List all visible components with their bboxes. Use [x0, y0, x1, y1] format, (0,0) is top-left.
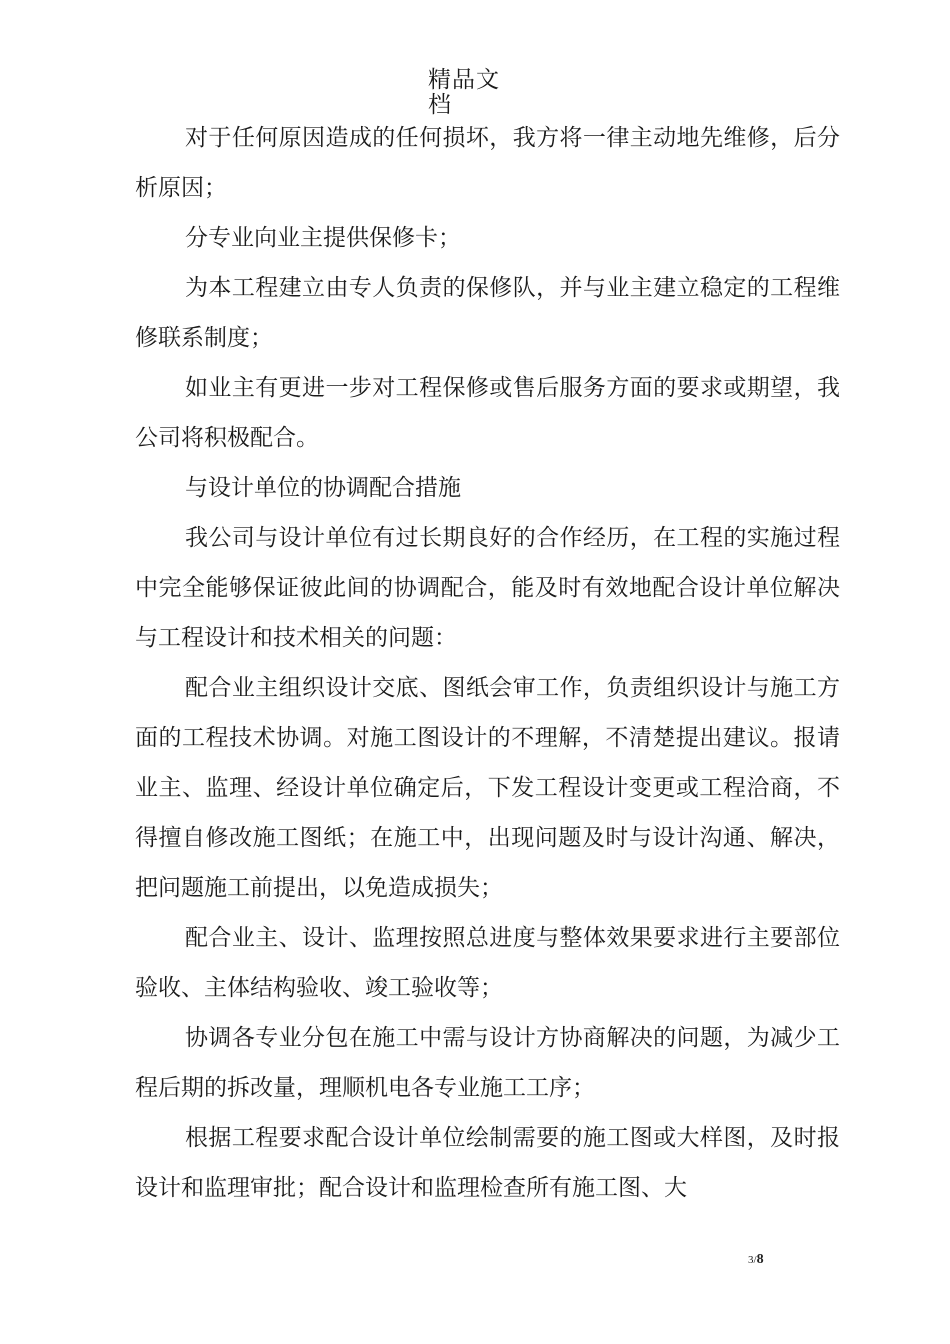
page-total: 8: [756, 1252, 764, 1267]
paragraph: 根据工程要求配合设计单位绘制需要的施工图或大样图，及时报设计和监理审批；配合设计和监理检查所有施工图、大: [135, 1125, 840, 1201]
paragraph: 分专业向业主提供保修卡；: [185, 225, 461, 251]
paragraph: 我公司与设计单位有过长期良好的合作经历，在工程的实施过程中完全能够保证彼此间的协调配合，能及时有效地配合设计单位解决与工程设计和技术相关的问题：: [135, 525, 840, 651]
section-heading: 与设计单位的协调配合措施: [185, 475, 461, 501]
page-current: 3/: [748, 1254, 757, 1266]
paragraph: 为本工程建立由专人负责的保修队，并与业主建立稳定的工程维修联系制度；: [135, 275, 840, 351]
page-number: [748, 1252, 764, 1268]
paragraph: 如业主有更进一步对工程保修或售后服务方面的要求或期望，我公司将积极配合。: [135, 375, 840, 451]
header-line-1: 精品文: [428, 67, 500, 93]
paragraph: 协调各专业分包在施工中需与设计方协商解决的问题，为减少工程后期的拆改量，理顺机电各专业施工工序；: [135, 1025, 840, 1101]
header-line-2: 档: [428, 92, 452, 118]
document-body: [135, 113, 840, 1213]
paragraph: 对于任何原因造成的任何损坏，我方将一律主动地先维修，后分析原因；: [135, 125, 840, 201]
paragraph: 配合业主、设计、监理按照总进度与整体效果要求进行主要部位验收、主体结构验收、竣工验收等；: [135, 925, 840, 1001]
paragraph: 配合业主组织设计交底、图纸会审工作，负责组织设计与施工方面的工程技术协调。对施工图设计的不理解，不清楚提出建议。报请业主、监理、经设计单位确定后，下发工程设计变更或工程洽商，不得擅自修改施工图纸；在施工中，出现问题及时与设计沟通、解决，把问题施工前提出，以免造成损失；: [135, 675, 840, 901]
document-header: [400, 66, 540, 119]
